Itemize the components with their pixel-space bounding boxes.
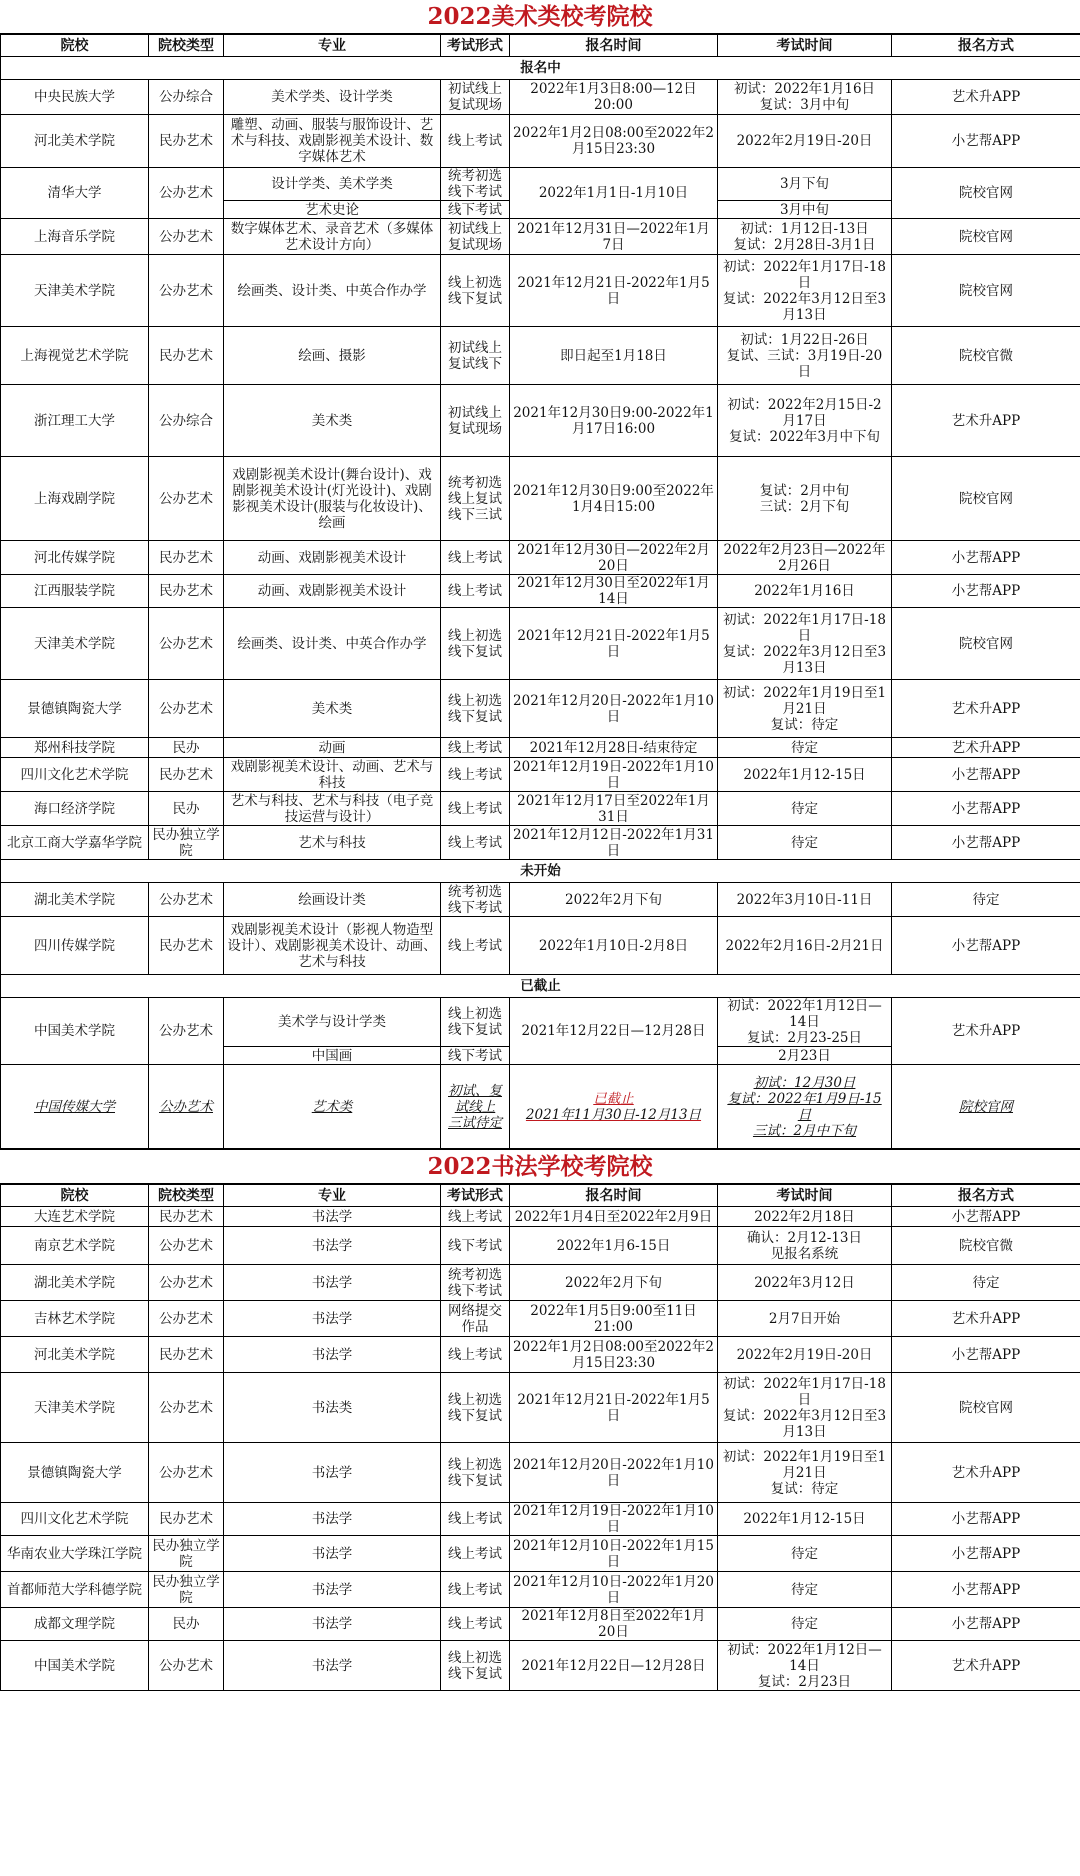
major: 戏剧影视美术设计(舞台设计)、戏剧影视美术设计(灯光设计)、戏剧影视美术设计(服装与化妆设计)、绘画: [224, 457, 441, 541]
table-row: [1, 1373, 1080, 1443]
method: 院校官网: [892, 255, 1080, 327]
exam-time: 2022年3月10日-11日: [718, 883, 892, 917]
method: 小艺帮APP: [892, 917, 1080, 975]
type: 公办艺术: [149, 219, 224, 255]
table-row: [1, 738, 1080, 758]
form: 线上初选 线下复试: [441, 1641, 510, 1691]
school: 江西服装学院: [1, 575, 149, 608]
major: 绘画设计类: [224, 883, 441, 917]
reg-time: 2021年12月30日—2022年2月20日: [510, 541, 718, 575]
type: 民办艺术: [149, 758, 224, 792]
reg-status: 已截止: [593, 1090, 634, 1107]
major: 艺术史论: [224, 201, 441, 219]
type: 公办艺术: [149, 998, 224, 1065]
form: 线上考试: [441, 575, 510, 608]
exam-time: 待定: [718, 1536, 892, 1572]
major: 动画、戏剧影视美术设计: [224, 541, 441, 575]
type: 民办艺术: [149, 541, 224, 575]
school: 大连艺术学院: [1, 1207, 149, 1227]
method: 小艺帮APP: [892, 1503, 1080, 1536]
method: 艺术升APP: [892, 80, 1080, 115]
table-row: [1, 883, 1080, 917]
exam-time: 3月下旬: [718, 168, 892, 201]
table-row: [1, 541, 1080, 575]
art-table: [0, 34, 1080, 1149]
method: 小艺帮APP: [892, 1207, 1080, 1227]
col-header-method: 报名方式: [892, 1185, 1080, 1207]
school: 天津美术学院: [1, 1373, 149, 1443]
major: 设计学类、美术学类: [224, 168, 441, 201]
school: 上海戏剧学院: [1, 457, 149, 541]
exam-time: 2022年2月23日—2022年2月26日: [718, 541, 892, 575]
table-row: [1, 219, 1080, 255]
col-header-method: 报名方式: [892, 35, 1080, 57]
reg-time: 2021年12月28日-结束待定: [510, 738, 718, 758]
table-row: [1, 1503, 1080, 1536]
form: 线上考试: [441, 826, 510, 860]
method: 院校官网: [892, 1373, 1080, 1443]
type: 民办: [149, 1608, 224, 1641]
table-row: [1, 1065, 1080, 1149]
reg-time: 2021年12月31日—2022年1月7日: [510, 219, 718, 255]
calligraphy-table: [0, 1184, 1080, 1691]
type: 公办综合: [149, 385, 224, 457]
reg-time: 2021年12月10日-2022年1月15日: [510, 1536, 718, 1572]
col-header-reg-time: 报名时间: [510, 1185, 718, 1207]
exam-time: 待定: [718, 826, 892, 860]
major: 书法学: [224, 1503, 441, 1536]
type: 民办艺术: [149, 917, 224, 975]
form: 统考初选 线下考试: [441, 883, 510, 917]
exam-time: 待定: [718, 1572, 892, 1608]
type: 公办艺术: [149, 1065, 224, 1149]
exam-time: 初试：2022年1月16日 复试：3月中旬: [718, 80, 892, 115]
method: 艺术升APP: [892, 385, 1080, 457]
school: 景德镇陶瓷大学: [1, 1443, 149, 1503]
col-header-school: 院校: [1, 35, 149, 57]
reg-time: 2021年12月17日至2022年1月31日: [510, 792, 718, 826]
table-row: [1, 80, 1080, 115]
major: 艺术与科技、艺术与科技（电子竞技运营与设计）: [224, 792, 441, 826]
school: 北京工商大学嘉华学院: [1, 826, 149, 860]
major: 艺术与科技: [224, 826, 441, 860]
reg-time: 2021年12月21日-2022年1月5日: [510, 255, 718, 327]
method: 小艺帮APP: [892, 826, 1080, 860]
form: 线下考试: [441, 1227, 510, 1265]
table-row: [1, 917, 1080, 975]
reg-time: 2021年12月8日至2022年1月20日: [510, 1608, 718, 1641]
type: 民办艺术: [149, 1337, 224, 1373]
method: 艺术升APP: [892, 1641, 1080, 1691]
school: 南京艺术学院: [1, 1227, 149, 1265]
method: 小艺帮APP: [892, 541, 1080, 575]
reg-time: 2022年1月5日9:00至11日21:00: [510, 1301, 718, 1337]
form: 初试线上 复试线下: [441, 327, 510, 385]
method: 小艺帮APP: [892, 758, 1080, 792]
method: 院校官网: [892, 608, 1080, 680]
exam-time: 待定: [718, 1608, 892, 1641]
col-header-school: 院校: [1, 1185, 149, 1207]
type: 公办艺术: [149, 1373, 224, 1443]
major: 书法学: [224, 1265, 441, 1301]
reg-time: 2021年12月20日-2022年1月10日: [510, 1443, 718, 1503]
exam-time: 2022年2月19日-20日: [718, 1337, 892, 1373]
method: 院校官微: [892, 327, 1080, 385]
section-row: [1, 975, 1080, 998]
school: 景德镇陶瓷大学: [1, 680, 149, 738]
method: 待定: [892, 1265, 1080, 1301]
exam-time: 2022年3月12日: [718, 1265, 892, 1301]
reg-time: [510, 1065, 718, 1149]
type: 公办艺术: [149, 1443, 224, 1503]
method: 待定: [892, 883, 1080, 917]
type: 民办独立学院: [149, 826, 224, 860]
major: 美术类: [224, 680, 441, 738]
table-row: [1, 1572, 1080, 1608]
method: 小艺帮APP: [892, 575, 1080, 608]
major: 书法学: [224, 1536, 441, 1572]
method: 小艺帮APP: [892, 1337, 1080, 1373]
type: 公办艺术: [149, 608, 224, 680]
school: 华南农业大学珠江学院: [1, 1536, 149, 1572]
reg-time: 2021年12月22日—12月28日: [510, 1641, 718, 1691]
table-row: [1, 575, 1080, 608]
school: 中国传媒大学: [1, 1065, 149, 1149]
major: 美术学与设计学类: [224, 998, 441, 1047]
major: 中国画: [224, 1047, 441, 1065]
school: 湖北美术学院: [1, 883, 149, 917]
method: 艺术升APP: [892, 1301, 1080, 1337]
exam-time: 2022年1月12-15日: [718, 1503, 892, 1536]
exam-time: 初试：2022年1月17日-18日 复试：2022年3月12日至3月13日: [718, 608, 892, 680]
type: 公办艺术: [149, 1641, 224, 1691]
exam-time: 待定: [718, 738, 892, 758]
table-row: [1, 115, 1080, 168]
form: 线上考试: [441, 1503, 510, 1536]
section-label: 已截止: [1, 975, 1080, 998]
school: 中国美术学院: [1, 1641, 149, 1691]
exam-time: 初试：2022年1月12日—14日 复试：2月23-25日: [718, 998, 892, 1047]
exam-time: 3月中旬: [718, 201, 892, 219]
type: 公办艺术: [149, 680, 224, 738]
reg-time: 2022年1月10日-2月8日: [510, 917, 718, 975]
exam-time: 2022年2月18日: [718, 1207, 892, 1227]
reg-time: 2022年2月下旬: [510, 883, 718, 917]
reg-time: 2021年12月19日-2022年1月10日: [510, 758, 718, 792]
type: 公办艺术: [149, 1301, 224, 1337]
method: 小艺帮APP: [892, 1572, 1080, 1608]
reg-time: 2021年12月30日至2022年1月14日: [510, 575, 718, 608]
reg-time: 2022年1月4日至2022年2月9日: [510, 1207, 718, 1227]
school: 首都师范大学科德学院: [1, 1572, 149, 1608]
form: 统考初选 线下考试: [441, 168, 510, 201]
table-row: [1, 1265, 1080, 1301]
major: 书法类: [224, 1373, 441, 1443]
type: 民办艺术: [149, 1207, 224, 1227]
reg-period: 2021年11月30日-12月13日: [525, 1106, 702, 1123]
exam-time: 2月23日: [718, 1047, 892, 1065]
section-row: [1, 860, 1080, 883]
type: 公办艺术: [149, 1227, 224, 1265]
table-row: [1, 168, 1080, 201]
major: 书法学: [224, 1608, 441, 1641]
reg-time: 2021年12月12日-2022年1月31日: [510, 826, 718, 860]
form: 线上考试: [441, 1337, 510, 1373]
form: 线上初选 线下复试: [441, 1443, 510, 1503]
school: 天津美术学院: [1, 608, 149, 680]
section-row: [1, 57, 1080, 80]
type: 公办艺术: [149, 457, 224, 541]
exam-time: 初试：2022年1月17日-18日 复试：2022年3月12日至3月13日: [718, 255, 892, 327]
type: 公办艺术: [149, 883, 224, 917]
method: 艺术升APP: [892, 998, 1080, 1065]
major: 书法学: [224, 1227, 441, 1265]
method: 院校官网: [892, 168, 1080, 219]
school: 郑州科技学院: [1, 738, 149, 758]
reg-time: 2021年12月30日9:00至2022年 1月4日15:00: [510, 457, 718, 541]
col-header-form: 考试形式: [441, 1185, 510, 1207]
major: 绘画类、设计类、中英合作办学: [224, 608, 441, 680]
table-row: [1, 255, 1080, 327]
art-table-title: 2022美术类校考院校: [0, 0, 1080, 34]
reg-time: 2022年1月1日-1月10日: [510, 168, 718, 219]
reg-time: 2021年12月10日-2022年1月20日: [510, 1572, 718, 1608]
table-row: [1, 1207, 1080, 1227]
exam-time: 待定: [718, 792, 892, 826]
reg-time: 2022年1月3日8:00—12日20:00: [510, 80, 718, 115]
exam-time: 初试：1月22日-26日 复试、三试：3月19日-20日: [718, 327, 892, 385]
method: 艺术升APP: [892, 738, 1080, 758]
table-row: [1, 1536, 1080, 1572]
form: 线上考试: [441, 1207, 510, 1227]
school: 吉林艺术学院: [1, 1301, 149, 1337]
major: 美术学类、设计学类: [224, 80, 441, 115]
form: 线上考试: [441, 792, 510, 826]
reg-time: 2021年12月20日-2022年1月10日: [510, 680, 718, 738]
exam-time: 初试：2022年2月15日-2月17日 复试：2022年3月中下旬: [718, 385, 892, 457]
school: 上海音乐学院: [1, 219, 149, 255]
method: 院校官网: [892, 219, 1080, 255]
reg-time: 2022年2月下旬: [510, 1265, 718, 1301]
school: 上海视觉艺术学院: [1, 327, 149, 385]
reg-time: 2022年1月2日08:00至2022年2月15日23:30: [510, 1337, 718, 1373]
major: 戏剧影视美术设计（影视人物造型设计）、戏剧影视美术设计、动画、艺术与科技: [224, 917, 441, 975]
reg-time: 2021年12月22日—12月28日: [510, 998, 718, 1065]
major: 绘画类、设计类、中英合作办学: [224, 255, 441, 327]
col-header-major: 专业: [224, 35, 441, 57]
type: 民办艺术: [149, 575, 224, 608]
form: 初试线上 复试现场: [441, 80, 510, 115]
table-row: [1, 826, 1080, 860]
major: 戏剧影视美术设计、动画、艺术与科技: [224, 758, 441, 792]
form: 线上考试: [441, 758, 510, 792]
exam-time: 初试：2022年1月19日至1月21日 复试：待定: [718, 1443, 892, 1503]
major: 书法学: [224, 1443, 441, 1503]
table-row: [1, 758, 1080, 792]
reg-time: 2021年12月21日-2022年1月5日: [510, 608, 718, 680]
method: 院校官网: [892, 457, 1080, 541]
method: 艺术升APP: [892, 680, 1080, 738]
reg-time: 2021年12月19日-2022年1月10日: [510, 1503, 718, 1536]
major: 动画、戏剧影视美术设计: [224, 575, 441, 608]
school: 河北美术学院: [1, 1337, 149, 1373]
school: 河北美术学院: [1, 115, 149, 168]
exam-time: 2022年1月16日: [718, 575, 892, 608]
form: 线上考试: [441, 1608, 510, 1641]
table-row: [1, 1443, 1080, 1503]
col-header-major: 专业: [224, 1185, 441, 1207]
table-row: [1, 998, 1080, 1047]
major: 书法学: [224, 1337, 441, 1373]
type: 公办艺术: [149, 168, 224, 219]
form: 统考初选 线下考试: [441, 1265, 510, 1301]
exam-time: 2022年2月16日-2月21日: [718, 917, 892, 975]
form: 线上初选 线下复试: [441, 998, 510, 1047]
major: 数字媒体艺术、录音艺术（多媒体艺术设计方向）: [224, 219, 441, 255]
school: 清华大学: [1, 168, 149, 219]
col-header-type: 院校类型: [149, 35, 224, 57]
exam-time: 2月7日开始: [718, 1301, 892, 1337]
exam-time: 复试：2月中旬 三试：2月下旬: [718, 457, 892, 541]
reg-time: 2022年1月2日08:00至2022年2月15日23:30: [510, 115, 718, 168]
school: 河北传媒学院: [1, 541, 149, 575]
col-header-exam-time: 考试时间: [718, 35, 892, 57]
table-row: [1, 680, 1080, 738]
school: 海口经济学院: [1, 792, 149, 826]
method: 院校官微: [892, 1227, 1080, 1265]
school: 天津美术学院: [1, 255, 149, 327]
form: 线上考试: [441, 1572, 510, 1608]
major: 书法学: [224, 1572, 441, 1608]
table-row: [1, 1227, 1080, 1265]
method: 小艺帮APP: [892, 792, 1080, 826]
form: 线上考试: [441, 115, 510, 168]
school: 浙江理工大学: [1, 385, 149, 457]
type: 公办艺术: [149, 255, 224, 327]
form: 线上考试: [441, 917, 510, 975]
form: 初试、复试线上 三试待定: [441, 1065, 510, 1149]
form: 初试线上 复试现场: [441, 385, 510, 457]
table-row: [1, 1608, 1080, 1641]
form: 线下考试: [441, 201, 510, 219]
form: 初试线上 复试现场: [441, 219, 510, 255]
major: 绘画、摄影: [224, 327, 441, 385]
table-row: [1, 792, 1080, 826]
form: 线下考试: [441, 1047, 510, 1065]
section-label: 未开始: [1, 860, 1080, 883]
school: 中央民族大学: [1, 80, 149, 115]
type: 民办艺术: [149, 327, 224, 385]
method: 小艺帮APP: [892, 115, 1080, 168]
school: 四川传媒学院: [1, 917, 149, 975]
col-header-reg-time: 报名时间: [510, 35, 718, 57]
major: 书法学: [224, 1301, 441, 1337]
major: 书法学: [224, 1207, 441, 1227]
form: 线上考试: [441, 738, 510, 758]
calligraphy-header-row: [1, 1185, 1080, 1207]
method: 小艺帮APP: [892, 1536, 1080, 1572]
major: 动画: [224, 738, 441, 758]
form: 线上考试: [441, 1536, 510, 1572]
form: 线上初选 线下复试: [441, 255, 510, 327]
method: 艺术升APP: [892, 1443, 1080, 1503]
school: 成都文理学院: [1, 1608, 149, 1641]
type: 民办独立学院: [149, 1572, 224, 1608]
section-label: 报名中: [1, 57, 1080, 80]
table-row: [1, 1641, 1080, 1691]
exam-time: 初试：1月12日-13日 复试：2月28日-3月1日: [718, 219, 892, 255]
table-row: [1, 1301, 1080, 1337]
col-header-type: 院校类型: [149, 1185, 224, 1207]
art-header-row: [1, 35, 1080, 57]
type: 民办: [149, 738, 224, 758]
type: 民办艺术: [149, 1503, 224, 1536]
type: 民办: [149, 792, 224, 826]
major: 艺术类: [224, 1065, 441, 1149]
exam-time: 确认：2月12-13日 见报名系统: [718, 1227, 892, 1265]
method: 小艺帮APP: [892, 1608, 1080, 1641]
col-header-form: 考试形式: [441, 35, 510, 57]
form: 统考初选 线上复试 线下三试: [441, 457, 510, 541]
exam-time: 初试：12月30日 复试：2022年1月9日-15日 三试：2月中下旬: [718, 1065, 892, 1149]
form: 线上初选 线下复试: [441, 608, 510, 680]
reg-time: 2021年12月21日-2022年1月5日: [510, 1373, 718, 1443]
exam-time: 初试：2022年1月17日-18日 复试：2022年3月12日至3月13日: [718, 1373, 892, 1443]
table-row: [1, 457, 1080, 541]
table-row: [1, 385, 1080, 457]
calligraphy-table-title: 2022书法学校考院校: [0, 1149, 1080, 1184]
school: 四川文化艺术学院: [1, 758, 149, 792]
exam-time: 初试：2022年1月12日—14日 复试：2月23日: [718, 1641, 892, 1691]
form: 线上考试: [441, 541, 510, 575]
major: 美术类: [224, 385, 441, 457]
form: 线上初选 线下复试: [441, 1373, 510, 1443]
form: 线上初选 线下复试: [441, 680, 510, 738]
exam-time: 2022年1月12-15日: [718, 758, 892, 792]
type: 民办独立学院: [149, 1536, 224, 1572]
type: 公办艺术: [149, 1265, 224, 1301]
exam-time: 初试：2022年1月19日至1月21日 复试：待定: [718, 680, 892, 738]
school: 四川文化艺术学院: [1, 1503, 149, 1536]
type: 公办综合: [149, 80, 224, 115]
school: 中国美术学院: [1, 998, 149, 1065]
school: 湖北美术学院: [1, 1265, 149, 1301]
table-row: [1, 1337, 1080, 1373]
reg-time: 即日起至1月18日: [510, 327, 718, 385]
col-header-exam-time: 考试时间: [718, 1185, 892, 1207]
major: 雕塑、动画、服装与服饰设计、艺术与科技、戏剧影视美术设计、数字媒体艺术: [224, 115, 441, 168]
major: 书法学: [224, 1641, 441, 1691]
reg-time: 2022年1月6-15日: [510, 1227, 718, 1265]
form: 网络提交 作品: [441, 1301, 510, 1337]
type: 民办艺术: [149, 115, 224, 168]
table-row: [1, 608, 1080, 680]
exam-time: 2022年2月19日-20日: [718, 115, 892, 168]
reg-time: 2021年12月30日9:00-2022年1月17日16:00: [510, 385, 718, 457]
method: 院校官网: [892, 1065, 1080, 1149]
table-row: [1, 327, 1080, 385]
